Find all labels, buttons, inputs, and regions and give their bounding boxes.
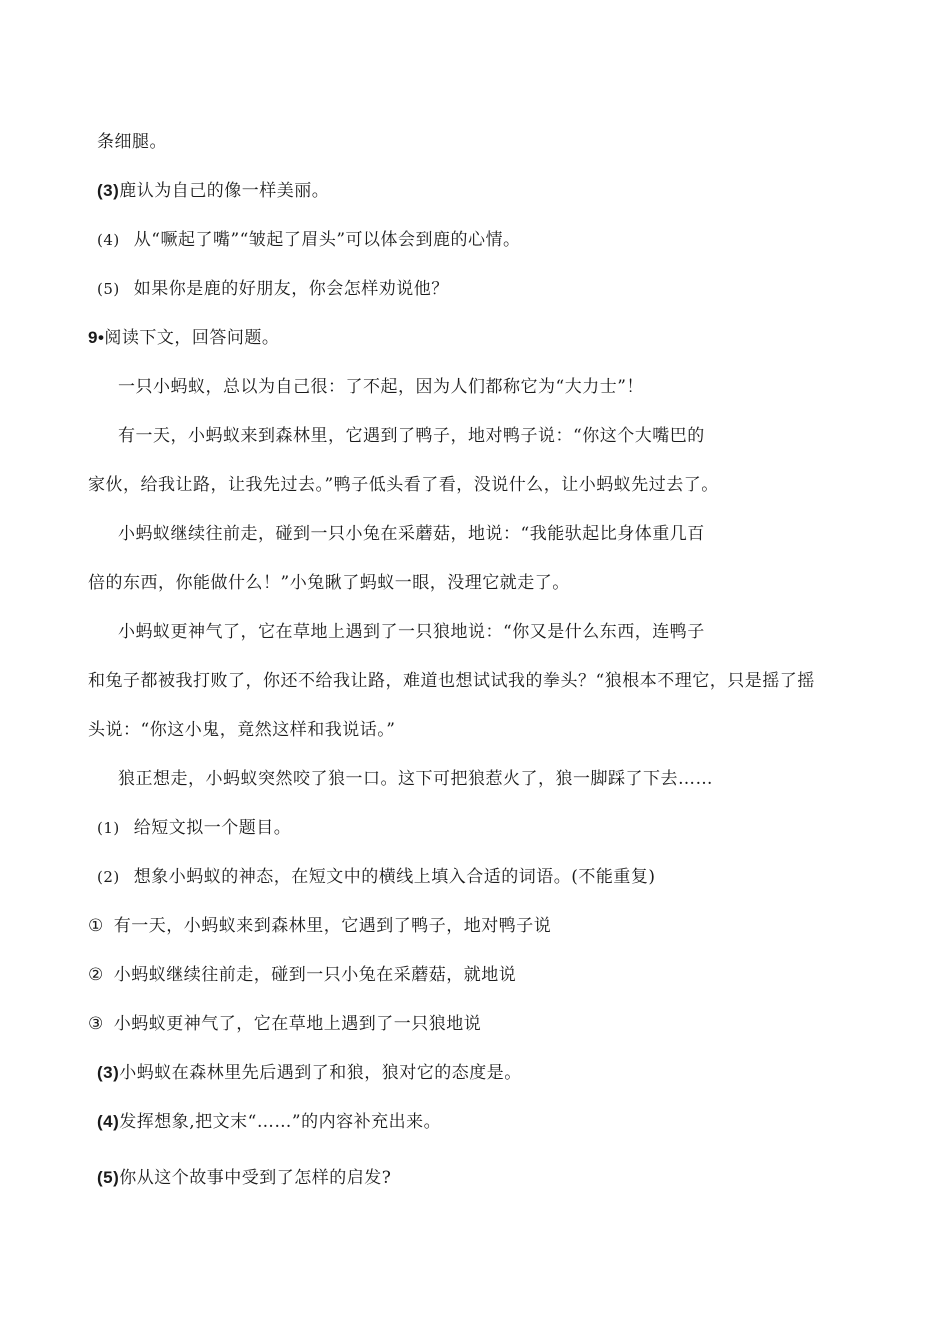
sub-item-number: ②: [88, 965, 104, 985]
passage-text: 一只小蚂蚁，总以为自己很：了不起，因为人们都称它为“大力士”！: [118, 377, 644, 397]
question-item: [97, 1167, 391, 1189]
passage-line: [118, 425, 705, 447]
sub-item-text: 小蚂蚁继续往前走，碰到一只小兔在采蘑菇，就地说: [113, 965, 517, 985]
question-item: [97, 229, 521, 251]
text-line: [97, 131, 167, 153]
passage-line: [118, 376, 644, 398]
sub-item-text: 小蚂蚁更神气了，它在草地上遇到了一只狼地说: [113, 1014, 482, 1034]
item-text: 发挥想象,把文末“……”的内容补充出来。: [119, 1112, 442, 1132]
passage-text: 家伙，给我让路，让我先过去。”鸭子低头看了看，没说什么，让小蚂蚁先过去了。: [88, 475, 719, 495]
passage-text: 狼正想走，小蚂蚁突然咬了狼一口。这下可把狼惹火了，狼一脚踩了下去……: [118, 769, 713, 789]
item-number: (1): [97, 819, 120, 837]
item-number: (3): [97, 1063, 120, 1082]
question-item: [97, 817, 291, 839]
item-number: (4): [97, 1112, 120, 1131]
item-number: (5): [97, 1168, 120, 1187]
item-number: (4): [97, 231, 120, 249]
question-item: [97, 1111, 441, 1133]
passage-text: 头说：“你这小鬼，竟然这样和我说话。”: [88, 720, 396, 740]
question-text: 阅读下文，回答问题。: [104, 328, 280, 348]
question-heading: [88, 327, 279, 349]
passage-line: [118, 523, 705, 545]
passage-text: 和兔子都被我打败了，你还不给我让路，难道也想试试我的拳头？“狼根本不理它，只是摇了摇: [88, 671, 815, 691]
sub-item: [88, 964, 516, 986]
sub-item: [88, 1013, 481, 1035]
passage-line: [118, 768, 713, 790]
item-number: (2): [97, 868, 120, 886]
item-text: 给短文拟一个题目。: [133, 818, 292, 838]
passage-line: [88, 474, 719, 496]
item-number: (5): [97, 280, 120, 298]
passage-text: 小蚂蚁更神气了，它在草地上遇到了一只狼地说：“你又是什么东西，连鸭子: [118, 622, 705, 642]
question-number: 9•: [88, 328, 105, 347]
item-text: 从“噘起了嘴”“皱起了眉头”可以体会到鹿的心情。: [133, 230, 521, 250]
question-item: [97, 180, 329, 202]
item-text: 鹿认为自己的像一样美丽。: [119, 181, 330, 201]
sub-item-number: ③: [88, 1014, 104, 1034]
sub-item: [88, 915, 551, 937]
passage-line: [118, 621, 705, 643]
item-text: 你从这个故事中受到了怎样的启发?: [119, 1168, 392, 1188]
passage-text: 小蚂蚁继续往前走，碰到一只小兔在采蘑菇，地说：“我能驮起比身体重几百: [118, 524, 705, 544]
item-text: 如果你是鹿的好朋友，你会怎样劝说他？: [133, 279, 449, 299]
passage-text: 倍的东西，你能做什么！”小兔瞅了蚂蚁一眼，没理它就走了。: [88, 573, 570, 593]
passage-line: [88, 670, 815, 692]
question-item: [97, 278, 449, 300]
passage-line: [88, 572, 570, 594]
question-item: [97, 1062, 522, 1084]
passage-line: [88, 719, 395, 741]
passage-text: 有一天，小蚂蚁来到森林里，它遇到了鸭子，地对鸭子说：“你这个大嘴巴的: [118, 426, 705, 446]
item-number: (3): [97, 181, 120, 200]
sub-item-number: ①: [88, 916, 104, 936]
item-text: 想象小蚂蚁的神态，在短文中的横线上填入合适的词语。(不能重复): [133, 867, 656, 887]
item-text: 小蚂蚁在森林里先后遇到了和狼，狼对它的态度是。: [119, 1063, 522, 1083]
question-item: [97, 866, 656, 888]
line-text: 条细腿。: [97, 132, 167, 152]
sub-item-text: 有一天，小蚂蚁来到森林里，它遇到了鸭子，地对鸭子说: [113, 916, 552, 936]
